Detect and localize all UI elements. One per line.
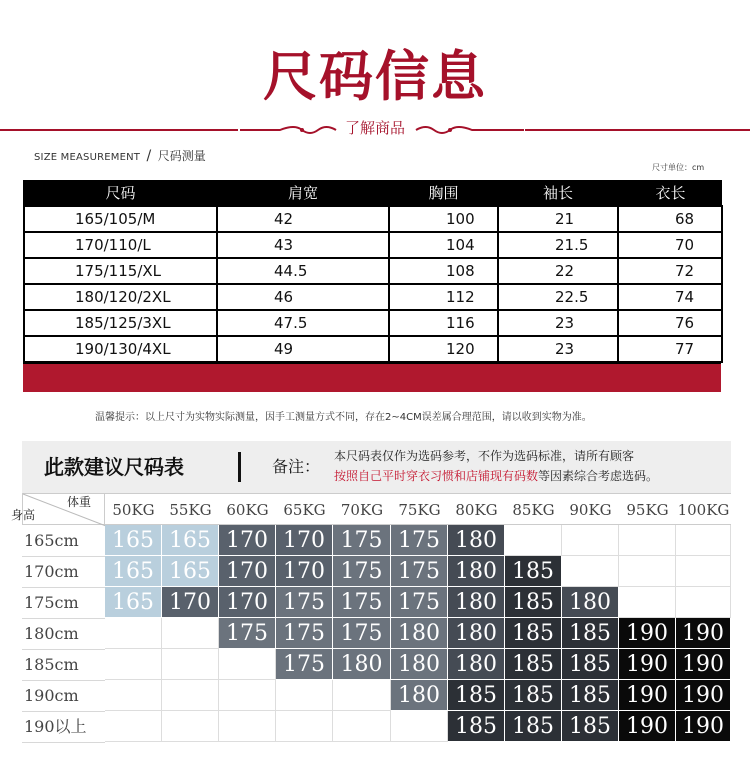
grid-size-cell: 175 xyxy=(333,525,391,556)
grid-size-cell: 165 xyxy=(162,556,219,587)
grid-corner xyxy=(11,493,105,525)
table-cell: 44.5 xyxy=(217,258,389,284)
grid-size-cell: 180 xyxy=(391,618,448,649)
grid-empty-cell xyxy=(391,711,448,742)
table-cell: 185/125/3XL xyxy=(24,310,217,336)
grid-empty-cell xyxy=(105,680,162,711)
grid-empty-cell xyxy=(562,525,619,556)
grid-size-cell: 190 xyxy=(619,711,676,742)
size-measurement-cn: 尺码测量 xyxy=(157,149,206,163)
size-measurement-label: SIZE MEASUREMENT / 尺码测量 xyxy=(34,148,206,164)
grid-size-cell: 165 xyxy=(105,525,162,556)
table-cell: 108 xyxy=(389,258,498,284)
grid-size-cell: 190 xyxy=(676,618,731,649)
weight-column-header: 100KG xyxy=(676,493,731,525)
table-cell: 46 xyxy=(217,284,389,310)
grid-size-cell: 165 xyxy=(105,556,162,587)
recommend-title: 此款建议尺码表 xyxy=(44,455,184,479)
grid-size-cell: 185 xyxy=(505,711,562,742)
grid-empty-cell xyxy=(333,680,391,711)
grid-size-cell: 185 xyxy=(505,587,562,618)
grid-size-cell: 175 xyxy=(333,556,391,587)
corner-weight-label: 体重 xyxy=(67,495,92,509)
table-row xyxy=(24,336,722,362)
table-cell: 68 xyxy=(618,206,722,232)
table-row xyxy=(24,310,722,336)
grid-size-cell: 185 xyxy=(505,556,562,587)
grid-empty-cell xyxy=(562,556,619,587)
height-row-header: 185cm xyxy=(22,649,105,681)
corner-diagonal-icon xyxy=(23,494,106,526)
table-cell: 165/105/M xyxy=(24,206,217,232)
table-cell: 22 xyxy=(498,258,618,284)
grid-empty-cell xyxy=(333,711,391,742)
table-row xyxy=(24,206,722,232)
grid-size-cell: 175 xyxy=(391,525,448,556)
table-cell: 21.5 xyxy=(498,232,618,258)
height-row-header: 165cm xyxy=(22,525,105,557)
grid-empty-cell xyxy=(162,649,219,680)
table-cell: 47.5 xyxy=(217,310,389,336)
column-header: 胸围 xyxy=(389,180,498,206)
table-cell: 104 xyxy=(389,232,498,258)
grid-size-cell: 185 xyxy=(505,618,562,649)
grid-size-cell: 185 xyxy=(448,711,505,742)
weight-column-header: 60KG xyxy=(219,493,276,525)
grid-empty-cell xyxy=(505,525,562,556)
measurement-table xyxy=(23,180,721,392)
grid-size-cell: 175 xyxy=(276,587,333,618)
weight-column-header: 80KG xyxy=(448,493,505,525)
note-line xyxy=(334,467,658,485)
grid-empty-cell xyxy=(105,618,162,649)
grid-empty-cell xyxy=(219,711,276,742)
grid-size-cell: 185 xyxy=(562,649,619,680)
table-row xyxy=(24,284,722,310)
grid-size-cell: 170 xyxy=(219,556,276,587)
grid-empty-cell xyxy=(619,587,676,618)
table-cell: 76 xyxy=(618,310,722,336)
table-cell: 23 xyxy=(498,336,618,362)
grid-empty-cell xyxy=(276,711,333,742)
table-cell: 116 xyxy=(389,310,498,336)
grid-size-cell: 165 xyxy=(162,525,219,556)
column-header: 袖长 xyxy=(498,180,618,206)
grid-size-cell: 185 xyxy=(562,680,619,711)
grid-size-cell: 190 xyxy=(676,649,731,680)
table-cell: 42 xyxy=(217,206,389,232)
note-line: 本尺码表仅作为选码参考，不作为选码标准，请所有顾客 xyxy=(334,449,635,463)
grid-empty-cell xyxy=(162,711,219,742)
grid-empty-cell xyxy=(619,525,676,556)
grid-empty-cell xyxy=(162,618,219,649)
grid-size-cell: 175 xyxy=(391,556,448,587)
table-cell: 112 xyxy=(389,284,498,310)
grid-size-cell: 185 xyxy=(505,649,562,680)
table-cell: 77 xyxy=(618,336,722,362)
table-cell: 23 xyxy=(498,310,618,336)
page-title: 尺码信息 xyxy=(263,45,487,108)
grid-size-cell: 180 xyxy=(448,649,505,680)
divider xyxy=(238,452,241,482)
table-cell: 74 xyxy=(618,284,722,310)
weight-column-header: 95KG xyxy=(619,493,676,525)
column-header: 衣长 xyxy=(618,180,722,206)
grid-empty-cell xyxy=(105,711,162,742)
table-footer-bar xyxy=(23,364,721,392)
height-row-header: 180cm xyxy=(22,618,105,650)
note-highlight: 按照自己平时穿衣习惯和店铺现有码数 xyxy=(334,469,539,483)
table-cell: 43 xyxy=(217,232,389,258)
grid-size-cell: 170 xyxy=(219,587,276,618)
grid-empty-cell xyxy=(676,525,731,556)
table-cell: 100 xyxy=(389,206,498,232)
grid-size-cell: 170 xyxy=(276,525,333,556)
grid-size-cell: 175 xyxy=(391,587,448,618)
height-row-header: 190cm xyxy=(22,680,105,712)
column-header: 尺码 xyxy=(24,180,217,206)
grid-size-cell: 190 xyxy=(619,618,676,649)
grid-size-cell: 175 xyxy=(333,618,391,649)
weight-column-header: 55KG xyxy=(162,493,219,525)
tip-note: 温馨提示：以上尺寸为实物实际测量，因手工测量方式不同，存在2~4CM误差属合理范围，请以收到实物为准。 xyxy=(95,412,592,423)
grid-size-cell: 180 xyxy=(391,649,448,680)
grid-size-cell: 175 xyxy=(333,587,391,618)
table-cell: 21 xyxy=(498,206,618,232)
note-rest: 等因素综合考虑选码。 xyxy=(538,469,659,483)
table-cell: 22.5 xyxy=(498,284,618,310)
table-row xyxy=(24,232,722,258)
height-row-header: 190以上 xyxy=(22,711,105,743)
height-row-header: 175cm xyxy=(22,587,105,619)
weight-column-header: 90KG xyxy=(562,493,619,525)
grid-size-cell: 180 xyxy=(562,587,619,618)
grid-size-cell: 175 xyxy=(219,618,276,649)
weight-column-header: 75KG xyxy=(391,493,448,525)
table-cell: 190/130/4XL xyxy=(24,336,217,362)
table-cell: 180/120/2XL xyxy=(24,284,217,310)
grid-size-cell: 170 xyxy=(162,587,219,618)
grid-size-cell: 190 xyxy=(619,649,676,680)
weight-column-header: 65KG xyxy=(276,493,333,525)
grid-empty-cell xyxy=(219,649,276,680)
subtitle: 了解商品 xyxy=(344,119,405,137)
table-cell: 49 xyxy=(217,336,389,362)
grid-size-cell: 190 xyxy=(676,711,731,742)
grid-empty-cell xyxy=(676,587,731,618)
grid-size-cell: 180 xyxy=(448,525,505,556)
recommend-size-grid xyxy=(11,493,731,749)
grid-empty-cell xyxy=(219,680,276,711)
grid-size-cell: 190 xyxy=(676,680,731,711)
grid-size-cell: 180 xyxy=(448,618,505,649)
grid-size-cell: 185 xyxy=(562,618,619,649)
grid-size-cell: 170 xyxy=(219,525,276,556)
grid-empty-cell xyxy=(105,649,162,680)
grid-size-cell: 185 xyxy=(505,680,562,711)
weight-column-header: 70KG xyxy=(333,493,391,525)
grid-size-cell: 185 xyxy=(448,680,505,711)
weight-column-header: 50KG xyxy=(105,493,162,525)
recommend-header xyxy=(22,441,731,493)
height-row-header: 170cm xyxy=(22,556,105,588)
column-header: 肩宽 xyxy=(217,180,389,206)
table-row xyxy=(24,258,722,284)
table-cell: 175/115/XL xyxy=(24,258,217,284)
grid-size-cell: 190 xyxy=(619,680,676,711)
grid-empty-cell xyxy=(619,556,676,587)
grid-size-cell: 180 xyxy=(391,680,448,711)
grid-size-cell: 180 xyxy=(448,556,505,587)
grid-size-cell: 185 xyxy=(562,711,619,742)
table-cell: 120 xyxy=(389,336,498,362)
note-label: 备注： xyxy=(272,457,321,476)
table-cell: 170/110/L xyxy=(24,232,217,258)
unit-note: 尺寸单位：cm xyxy=(652,163,705,172)
grid-empty-cell xyxy=(676,556,731,587)
grid-empty-cell xyxy=(276,680,333,711)
grid-size-cell: 180 xyxy=(333,649,391,680)
grid-size-cell: 170 xyxy=(276,556,333,587)
grid-empty-cell xyxy=(162,680,219,711)
grid-size-cell: 175 xyxy=(276,649,333,680)
table-cell: 72 xyxy=(618,258,722,284)
table-cell: 70 xyxy=(618,232,722,258)
grid-size-cell: 175 xyxy=(276,618,333,649)
weight-column-header: 85KG xyxy=(505,493,562,525)
table-header-row xyxy=(24,180,722,206)
corner-height-label: 身高 xyxy=(11,508,36,522)
grid-size-cell: 165 xyxy=(105,587,162,618)
grid-size-cell: 180 xyxy=(448,587,505,618)
size-measurement-en: SIZE MEASUREMENT xyxy=(34,152,141,163)
